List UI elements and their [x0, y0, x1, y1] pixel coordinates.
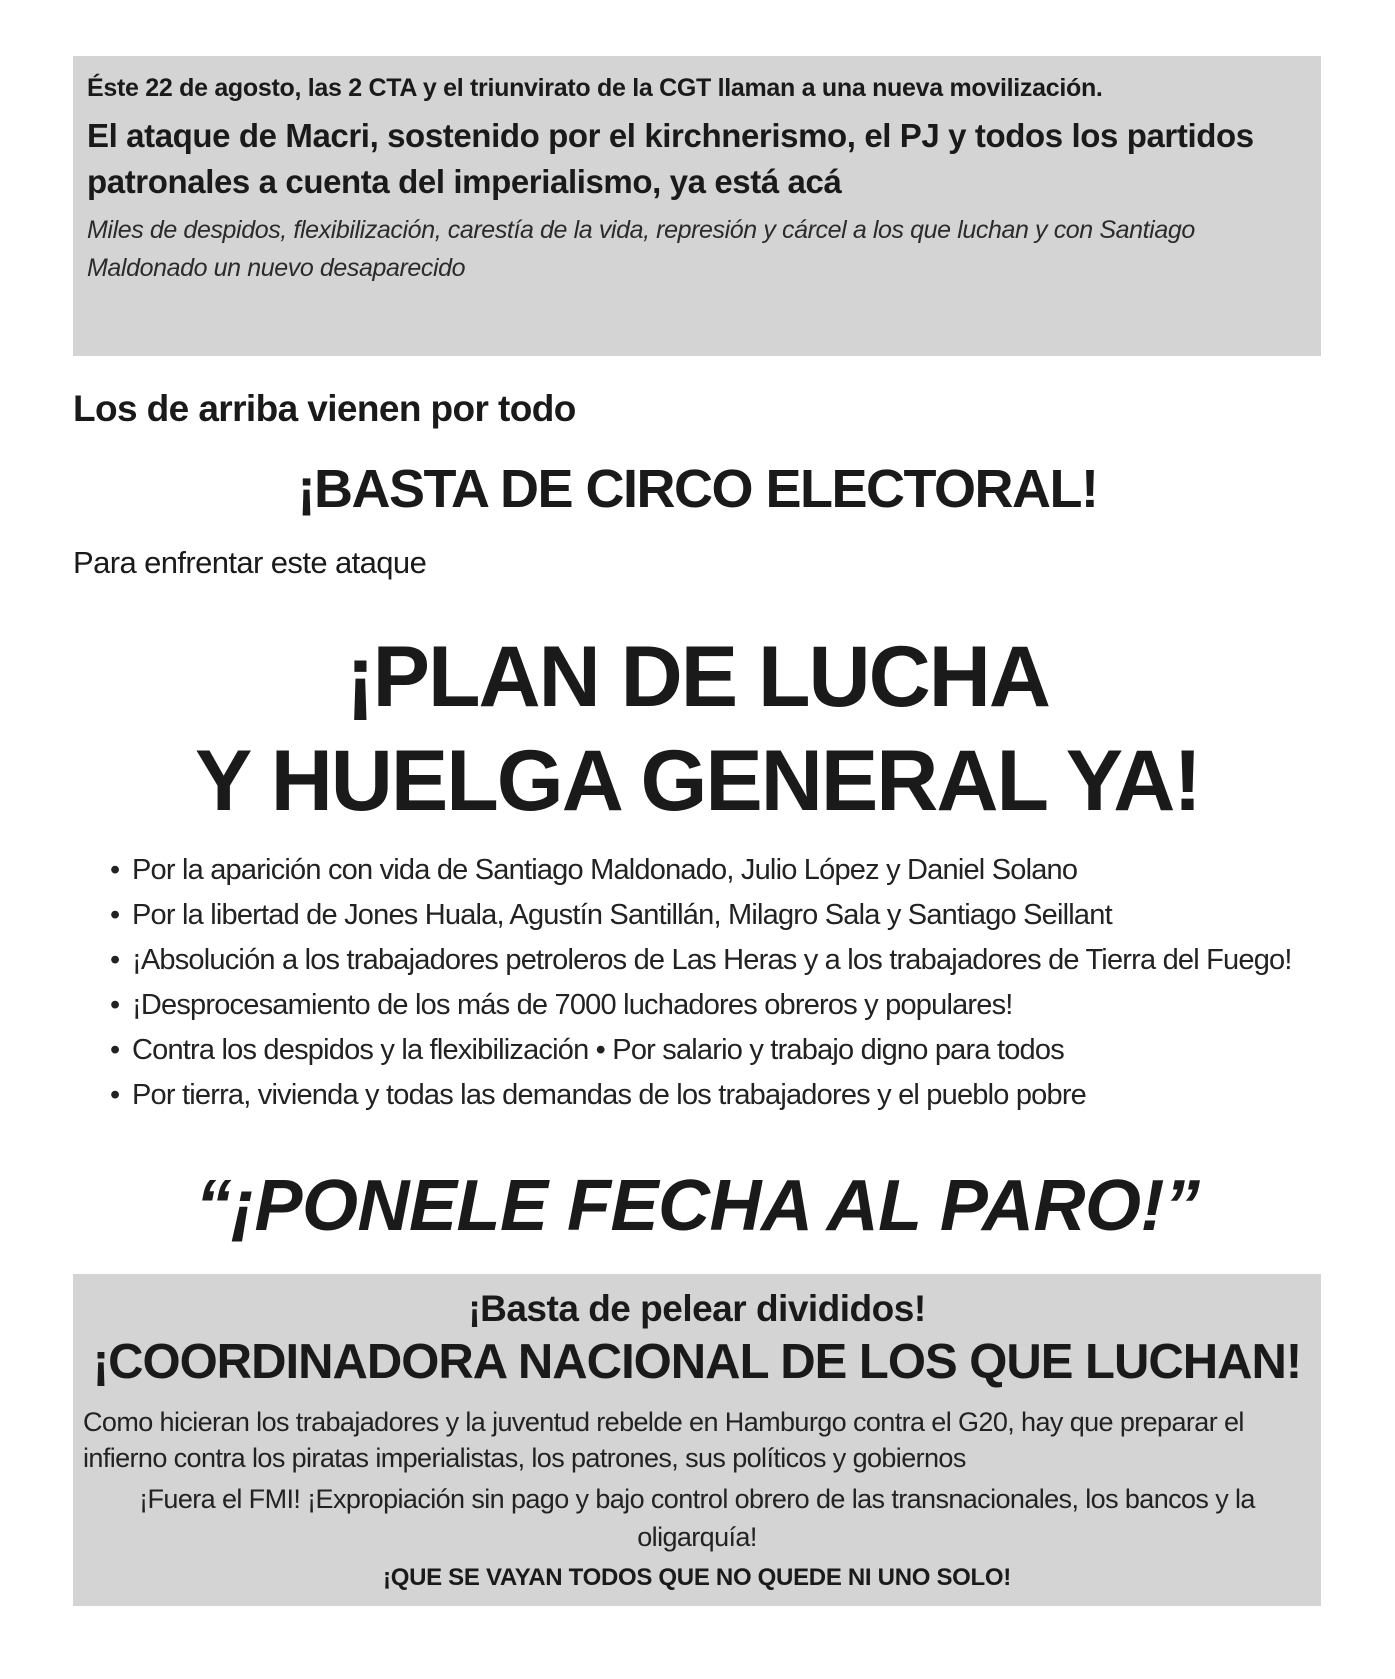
date-line: Éste 22 de agosto, las 2 CTA y el triunvirato de la CGT llaman a una nueva movilización. — [87, 74, 1103, 102]
list-item — [110, 983, 1292, 1028]
demand-text: ¡Desprocesamiento de los más de 7000 luchadores obreros y populares! — [132, 989, 1013, 1021]
plan-line-2: Y HUELGA GENERAL YA! — [195, 733, 1200, 829]
bullet-icon: • — [110, 944, 120, 976]
subline: Miles de despidos, flexibilización, carestía de la vida, represión y cárcel a los que luchan y con Santiago Maldonado un nuevo desaparecido — [87, 216, 1195, 282]
bullet-icon: • — [110, 989, 120, 1021]
basta-pelear-heading: ¡Basta de pelear divididos! — [468, 1288, 926, 1329]
top-announcement-box — [73, 56, 1321, 356]
list-item — [110, 848, 1292, 893]
list-item — [110, 1028, 1292, 1073]
plan-de-lucha-title — [0, 625, 1395, 833]
bullet-icon: • — [110, 1034, 120, 1066]
hamburgo-paragraph: Como hicieran los trabajadores y la juventud rebelde en Hamburgo contra el G20, hay que preparar el infierno contra los piratas imperialistas, los patrones, sus políticos y gobiernos — [83, 1407, 1244, 1473]
demand-text: Por la libertad de Jones Huala, Agustín Santillán, Milagro Sala y Santiago Seillant — [132, 899, 1112, 931]
bullet-icon: • — [110, 854, 120, 886]
fuera-fmi-line: ¡Fuera el FMI! ¡Expropiación sin pago y bajo control obrero de las transnacionales, los bancos y la oligarquía! — [139, 1484, 1255, 1552]
para-enfrentar-text: Para enfrentar este ataque — [73, 545, 427, 580]
demands-list — [110, 848, 1292, 1118]
list-item — [110, 938, 1292, 983]
demand-text: ¡Absolución a los trabajadores petroleros de Las Heras y a los trabajadores de Tierra del Fuego! — [132, 944, 1292, 976]
bullet-icon: • — [110, 1079, 120, 1111]
demand-text: Contra los despidos y la flexibilización • Por salario y trabajo digno para todos — [132, 1034, 1064, 1066]
list-item — [110, 1073, 1292, 1118]
headline: El ataque de Macri, sostenido por el kirchnerismo, el PJ y todos los partidos patronales a cuenta del imperialismo, ya está acá — [87, 117, 1254, 200]
bottom-coordinadora-box — [73, 1274, 1321, 1606]
demand-text: Por tierra, vivienda y todas las demandas de los trabajadores y el pueblo pobre — [132, 1079, 1087, 1111]
demand-text: Por la aparición con vida de Santiago Maldonado, Julio López y Daniel Solano — [132, 854, 1078, 886]
bullet-icon: • — [110, 899, 120, 931]
los-de-arriba-heading: Los de arriba vienen por todo — [73, 388, 576, 429]
basta-circo-electoral-heading: ¡BASTA DE CIRCO ELECTORAL! — [297, 459, 1098, 519]
ponele-fecha-slogan: “¡PONELE FECHA AL PARO!” — [195, 1166, 1200, 1246]
plan-line-1: ¡PLAN DE LUCHA — [346, 629, 1049, 725]
que-se-vayan-line: ¡QUE SE VAYAN TODOS QUE NO QUEDE NI UNO SOLO! — [383, 1564, 1011, 1591]
list-item — [110, 893, 1292, 938]
coordinadora-heading: ¡COORDINADORA NACIONAL DE LOS QUE LUCHAN! — [92, 1335, 1302, 1389]
